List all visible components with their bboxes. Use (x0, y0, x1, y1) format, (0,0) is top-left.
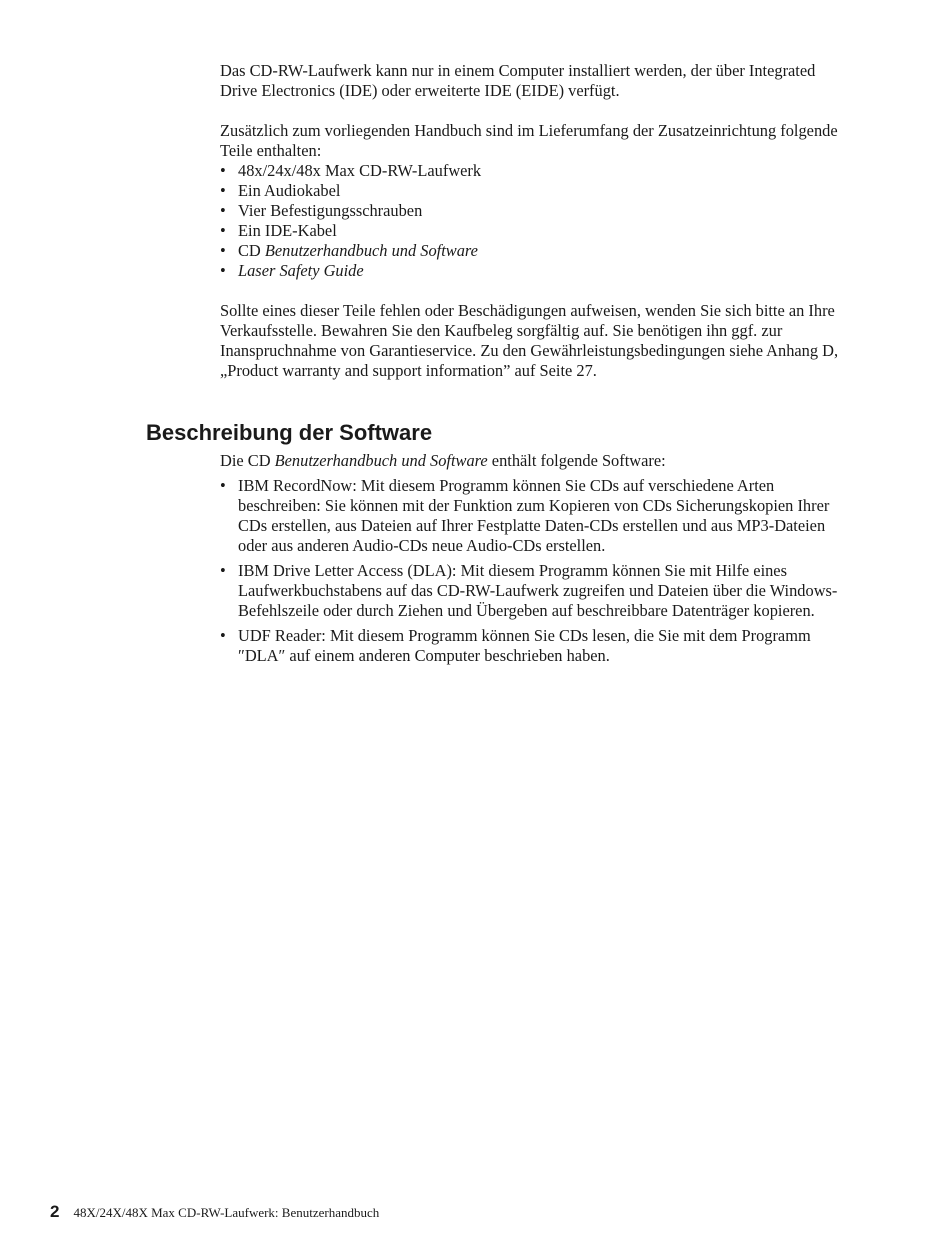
list-item (220, 221, 850, 241)
software-intro-prefix: Die CD (220, 451, 275, 470)
list-item: • UDF Reader: Mit diesem Programm können Sie CDs lesen, die Sie mit dem Programm ″DLA″ auf einem anderen Computer beschrieben haben. (220, 626, 850, 666)
package-contents-lead: Zusätzlich zum vorliegenden Handbuch sind im Lieferumfang der Zusatzeinrichtung folgende Teile enthalten: (220, 121, 838, 160)
list-item (220, 181, 850, 201)
footer-title: 48X/24X/48X Max CD-RW-Laufwerk: Benutzerhandbuch (73, 1205, 380, 1220)
missing-parts-paragraph: Sollte eines dieser Teile fehlen oder Beschädigungen aufweisen, wenden Sie sich bitte an Ihre Verkaufsstelle. Bewahren Sie den Kaufbeleg sorgfältig auf. Sie benötigen ihn ggf. zur Inanspruchnahme von Garantieservice. Zu den Gewährleistungsbedingungen siehe Anhang D, „Product warranty and support information” auf Seite 27. (220, 301, 839, 380)
list-item: • IBM Drive Letter Access (DLA): Mit diesem Programm können Sie mit Hilfe eines Laufwerkbuchstabens auf das CD-RW-Laufwerk zugreifen und Dateien über die Windows-Befehlszeile oder durch Ziehen und Übergeben auf beschreibbare Datenträger kopieren. (220, 561, 850, 621)
software-intro (220, 451, 850, 471)
page-number: 2 (50, 1202, 60, 1221)
package-item-title: Laser Safety Guide (238, 261, 364, 280)
package-contents (220, 121, 850, 281)
list-item (220, 201, 850, 221)
page-footer (50, 1202, 379, 1222)
list-item (220, 261, 850, 281)
package-item-text: Ein IDE-Kabel (238, 221, 337, 240)
package-item-text: Vier Befestigungsschrauben (238, 201, 423, 220)
package-item-text: Ein Audiokabel (238, 181, 341, 200)
software-intro-suffix: enthält folgende Software: (487, 451, 666, 470)
list-item (220, 161, 850, 181)
package-items-list (220, 161, 850, 281)
section-heading: Beschreibung der Software (146, 420, 433, 445)
intro-paragraph-1: Das CD-RW-Laufwerk kann nur in einem Computer installiert werden, der über Integrated Drive Electronics (IDE) oder erweiterte IDE (EIDE) verfügt. (220, 61, 816, 100)
software-intro-cd-title: Benutzerhandbuch und Software (274, 451, 488, 470)
list-item (220, 241, 850, 261)
software-list (220, 476, 850, 671)
package-item-prefix: CD (238, 241, 265, 260)
package-item-text: 48x/24x/48x Max CD-RW-Laufwerk (238, 161, 482, 180)
list-item: • IBM RecordNow: Mit diesem Programm können Sie CDs auf verschiedene Arten beschreiben: Sie können mit der Funktion zum Kopieren von CDs Sicherungskopien Ihrer CDs erstellen, aus Dateien auf Ihrer Festplatte Daten-CDs erstellen und aus MP3-Dateien oder aus anderen Audio-CDs neue Audio-CDs erstellen. (220, 476, 850, 556)
package-item-title: Benutzerhandbuch und Software (264, 241, 478, 260)
